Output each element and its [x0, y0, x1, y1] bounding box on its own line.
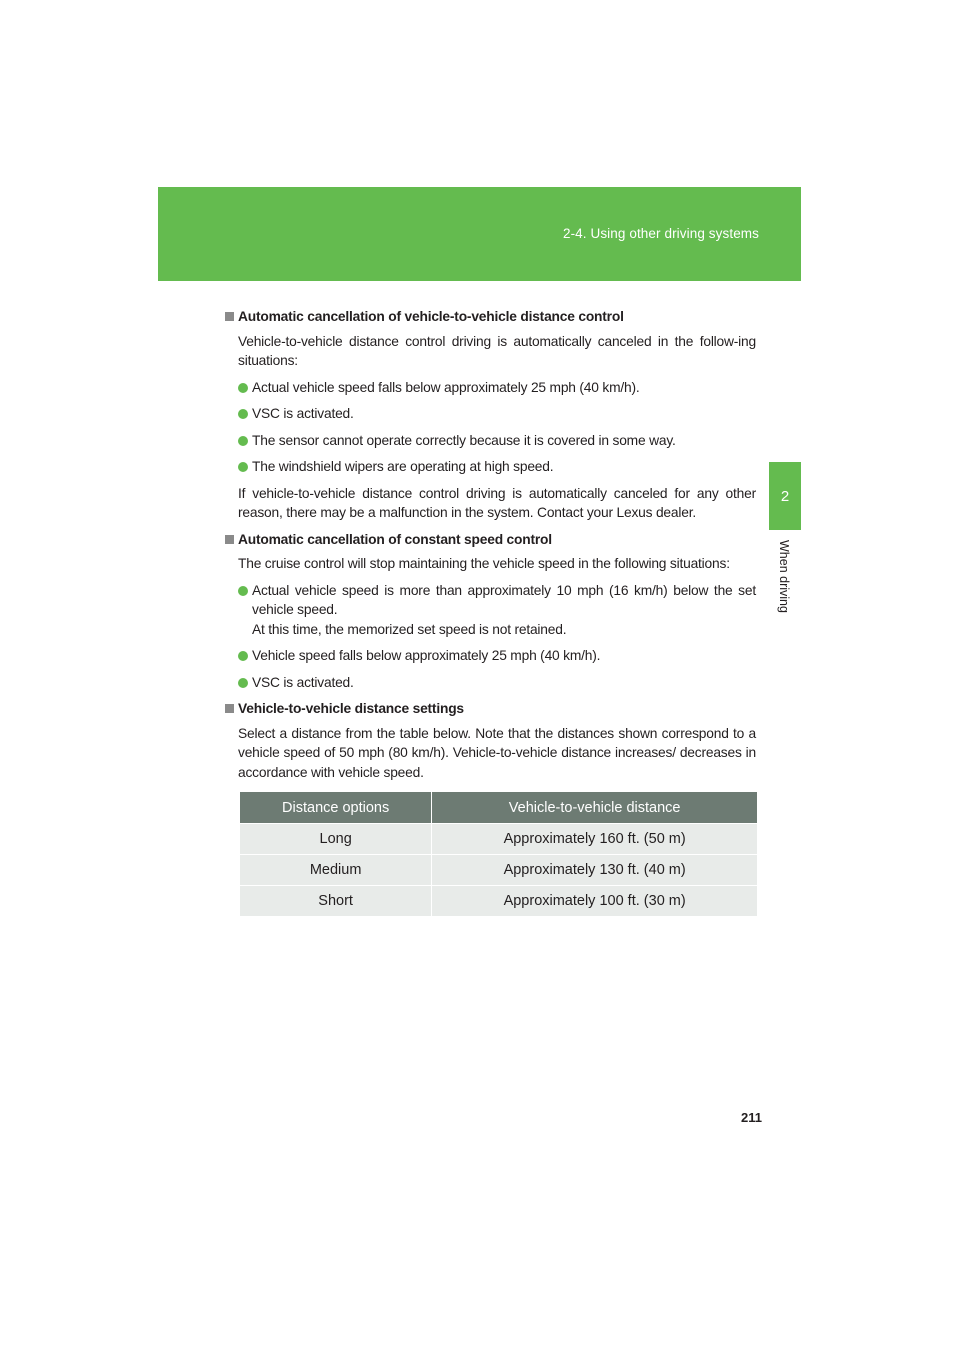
section-outro: If vehicle-to-vehicle distance control driving is automatically canceled for any other reason, there may be a malfunction in the system. Contact your Lexus dealer.: [238, 485, 756, 520]
list-item: VSC is activated.: [238, 673, 756, 693]
chapter-number: 2: [780, 487, 790, 505]
section-intro: Select a distance from the table below. Note that the distances shown correspond to a vehicle speed of 50 mph (80 km/h). Vehicle-to-vehicle distance increases/ decreases in accordance with vehicle speed.: [238, 725, 756, 780]
section-intro: Vehicle-to-vehicle distance control driving is automatically canceled in the follow-ing situations:: [238, 333, 756, 368]
bullet-note: At this time, the memorized set speed is not retained.: [252, 621, 567, 637]
header-band: [158, 187, 801, 281]
table-cell: Medium: [240, 855, 432, 886]
table-row: [240, 824, 757, 855]
table-header-row: [240, 792, 757, 824]
distance-table: [240, 792, 757, 916]
chapter-tab: [769, 462, 801, 530]
bullet-dot-icon: [238, 678, 248, 688]
table-cell: Long: [240, 824, 432, 855]
list-item: The sensor cannot operate correctly because it is covered in some way.: [238, 431, 756, 451]
table-cell: Approximately 100 ft. (30 m): [432, 886, 757, 917]
page-number: 211: [741, 1110, 762, 1125]
table-cell: Short: [240, 886, 432, 917]
table-cell: Approximately 130 ft. (40 m): [432, 855, 757, 886]
bullet-dot-icon: [238, 383, 248, 393]
list-item: Actual vehicle speed falls below approximately 25 mph (40 km/h).: [238, 378, 756, 398]
table-row: [240, 855, 757, 886]
square-bullet-icon: [225, 312, 234, 321]
square-bullet-icon: [225, 704, 234, 713]
section-intro: The cruise control will stop maintaining the vehicle speed in the following situations:: [238, 556, 730, 571]
list-item: Vehicle speed falls below approximately 25 mph (40 km/h).: [238, 646, 756, 666]
bullet-dot-icon: [238, 651, 248, 661]
table-cell: Approximately 160 ft. (50 m): [432, 824, 757, 855]
bullet-dot-icon: [238, 436, 248, 446]
table-row: [240, 886, 757, 917]
column-header: Distance options: [240, 792, 432, 824]
section-heading: Automatic cancellation of vehicle-to-vehicle distance control: [224, 307, 756, 327]
bullet-dot-icon: [238, 462, 248, 472]
section-heading: Vehicle-to-vehicle distance settings: [224, 699, 756, 719]
list-item: Actual vehicle speed is more than approximately 10 mph (16 km/h) below the set vehicle speed. At this time, the memorized set speed is not retained.: [238, 581, 756, 640]
list-item: The windshield wipers are operating at high speed.: [238, 457, 756, 477]
bullet-dot-icon: [238, 409, 248, 419]
square-bullet-icon: [225, 535, 234, 544]
column-header: Vehicle-to-vehicle distance: [432, 792, 757, 824]
page-content: [224, 307, 756, 789]
section-heading: Automatic cancellation of constant speed control: [224, 530, 756, 550]
chapter-label: When driving: [777, 540, 791, 613]
bullet-dot-icon: [238, 586, 248, 596]
section-title: 2-4. Using other driving systems: [562, 226, 759, 241]
list-item: VSC is activated.: [238, 404, 756, 424]
